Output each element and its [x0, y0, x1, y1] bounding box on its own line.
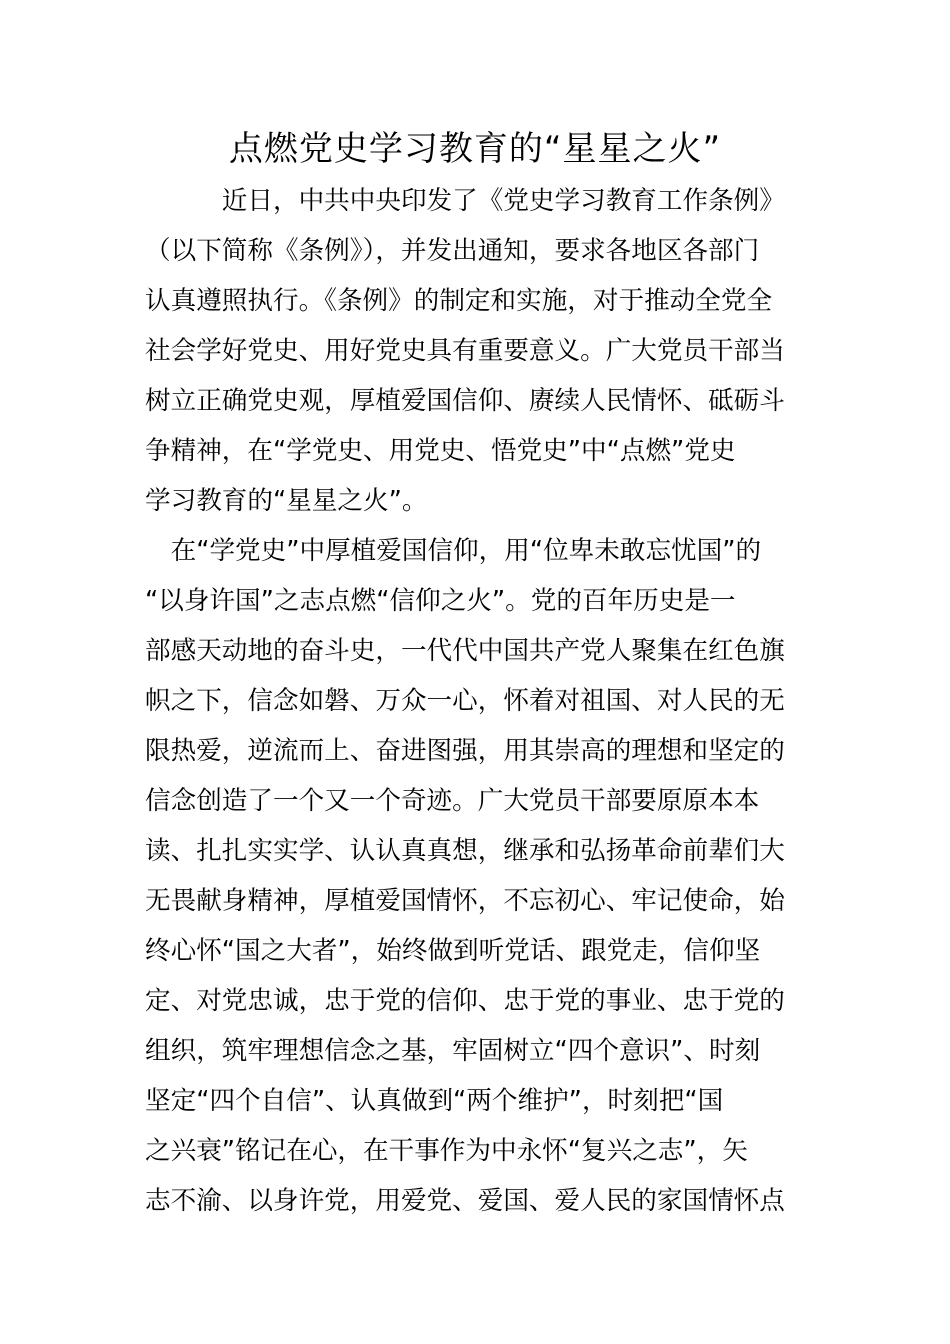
- document-title: 点燃党史学习教育的“星星之火”: [228, 129, 722, 169]
- text-line: 帜之下，信念如磐、万众一心，怀着对祖国、对人民的无: [145, 686, 785, 716]
- text-line: 争精神，在“学党史、用党史、悟党史”中“点燃”党史: [145, 436, 736, 466]
- text-line: 组织，筑牢理想信念之基，牢固树立“四个意识”、时刻: [145, 1036, 761, 1066]
- text-line: 部感天动地的奋斗史，一代代中国共产党人聚集在红色旗: [145, 636, 785, 666]
- text-line: 读、扎扎实实学、认认真真想，继承和弘扬革命前辈们大: [145, 836, 785, 866]
- text-line: 学习教育的“星星之火”。: [145, 486, 428, 516]
- text-line: 限热爱，逆流而上、奋进图强，用其崇高的理想和坚定的: [145, 736, 785, 766]
- text-line: 志不渝、以身许党，用爱党、爱国、爱人民的家国情怀点: [145, 1186, 785, 1216]
- text-line: 无畏献身精神，厚植爱国情怀，不忘初心、牢记使命，始: [145, 886, 785, 916]
- text-line: （以下简称《条例》），并发出通知，要求各地区各部门: [145, 236, 760, 266]
- text-line: 之兴衰”铭记在心，在干事作为中永怀“复兴之志”，矢: [145, 1136, 748, 1166]
- text-line: 坚定“四个自信”、认真做到“两个维护”，时刻把“国: [145, 1086, 724, 1116]
- text-line: 树立正确党史观，厚植爱国信仰、赓续人民情怀、砥砺斗: [145, 386, 785, 416]
- document-body: [145, 176, 810, 1226]
- text-line: 在“学党史”中厚植爱国信仰，用“位卑未敢忘忧国”的: [145, 536, 762, 566]
- text-line: 社会学好党史、用好党史具有重要意义。广大党员干部当: [145, 336, 785, 366]
- text-line: 定、对党忠诚，忠于党的信仰、忠于党的事业、忠于党的: [145, 986, 785, 1016]
- text-line: 认真遵照执行。《条例》的制定和实施，对于推动全党全: [145, 286, 773, 316]
- text-line: “以身许国”之志点燃“信仰之火”。党的百年历史是一: [145, 586, 736, 616]
- text-line: 信念创造了一个又一个奇迹。广大党员干部要原原本本: [145, 786, 760, 816]
- text-line: 终心怀“国之大者”，始终做到听党话、跟党走，信仰坚: [145, 936, 761, 966]
- text-line: 近日，中共中央印发了《党史学习教育工作条例》: [145, 186, 785, 216]
